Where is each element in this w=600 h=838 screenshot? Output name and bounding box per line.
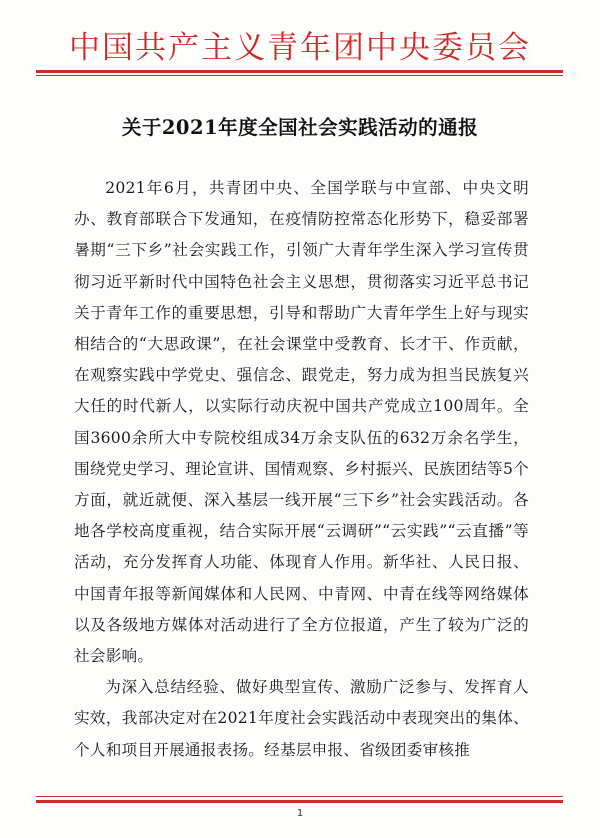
organization-header: 中国共产主义青年团中央委员会 <box>69 30 531 66</box>
page-number: 1 <box>296 808 304 819</box>
header-rule-thick <box>36 70 563 73</box>
body-paragraph: 为深入总结经验、做好典型宣传、激励广泛参与、发挥育人实效，我部决定对在2021年度社会实践活动中表现突出的集体、个人和项目开展通报表扬。经基层申报、省级团委审核推 <box>74 678 529 759</box>
document-body <box>74 173 529 766</box>
footer-rule-thick <box>36 800 563 803</box>
document-title: 关于2021年度全国社会实践活动的通报 <box>121 116 479 139</box>
header-rule-thin <box>36 75 563 76</box>
footer-rule-thin <box>36 796 563 797</box>
body-paragraph: 2021年6月，共青团中央、全国学联与中宣部、中央文明办、教育部联合下发通知，在疫情防控常态化形势下，稳妥部署暑期“三下乡”社会实践工作，引领广大青年学生深入学习宣传贯彻习近平新时代中国特色社会主义思想，贯彻落实习近平总书记关于青年工作的重要思想，引导和帮助广大青年学生上好与现实相结合的“大思政课”，在社会课堂中受教育、长才干、作贡献，在观察实践中学党史、强信念、跟党走，努力成为担当民族复兴大任的时代新人，以实际行动庆祝中国共产党成立100周年。全国3600余所大中专院校组成34万余支队伍的632万余名学生，围绕党史学习、理论宣讲、国情观察、乡村振兴、民族团结等5个方面，就近就便、深入基层一线开展“三下乡”社会实践活动。各地各学校高度重视，结合实际开展“云调研”“云实践”“云直播”等活动，充分发挥育人功能、体现育人作用。新华社、人民日报、中国青年报等新闻媒体和人民网、中青网、中青在线等网络媒体以及各级地方媒体对活动进行了全方位报道，产生了较为广泛的社会影响。 <box>74 179 529 666</box>
